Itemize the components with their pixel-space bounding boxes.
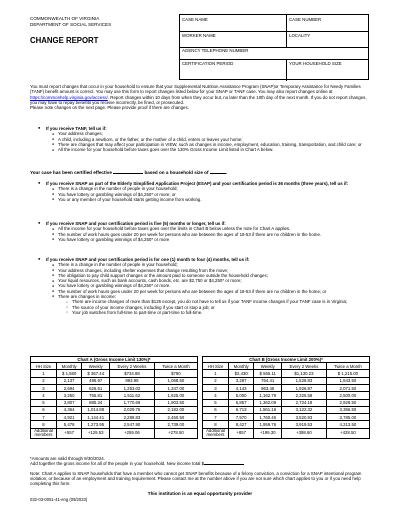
column-header: Twice a Month [326, 363, 369, 370]
table-cell: 5 [31, 399, 57, 406]
proof-note: Please note changes on the next page. Please provide proof if there are changes. [30, 105, 189, 111]
table-cell: 4,364 [57, 406, 82, 413]
cert-date-blank[interactable] [113, 170, 143, 174]
table-cell: +557 [57, 428, 82, 438]
table-cell: 6 [203, 406, 229, 413]
list-item: ● The number of work hours goes under 20 per week for persons who are between the ages of 18-53 if there are no children in the home. [52, 232, 370, 237]
worker-name-field[interactable]: WORKER NAME [182, 33, 216, 38]
table-cell: 8 [203, 421, 229, 428]
case-number-field[interactable]: CASE NUMBER [289, 17, 322, 22]
list-item: ● The number of work hours goes under 20 per week for persons who are between the ages of 18-53 if there are no children in the home; or [52, 289, 370, 294]
table-cell: 3,919.53 [282, 421, 327, 428]
table-cell: 2,500.00 [326, 392, 369, 399]
esap-heading: ● If you receive SNAP as part of the Elderly Simplified Application Project (ESAP) and your certification period is 36 months (three years), tell us if: [38, 181, 370, 186]
page-title: CHANGE REPORT [30, 36, 99, 45]
column-header: Twice a Month [154, 363, 197, 370]
table-cell: 963.46 [254, 384, 282, 391]
income-changes-sublist [66, 299, 370, 315]
table-cell: 2 [203, 377, 229, 384]
table-cell: 4,213.50 [326, 421, 369, 428]
table-cell: 1,561.16 [254, 406, 282, 413]
list-item: ● A child, including a newborn, or the father, or the mother of a child, enters or leaves your home; [52, 137, 370, 142]
table-cell: 5,857 [229, 399, 254, 406]
table-cell: 1 [203, 370, 229, 377]
table-cell: 2,137 [57, 377, 82, 384]
one-to-four-month-section [38, 257, 370, 315]
column-header: Every 2 Weeks [282, 363, 327, 370]
sub-list-item: ○ The source of your income changes, including if you start or stop a job; or [66, 305, 370, 310]
table-cell: 5 [203, 399, 229, 406]
list-item: ● You have lottery or gambling winnings of $4,250* or more [52, 237, 370, 242]
intro-text-part-1: You must report changes that occur in your household to ensure that your Supplemental Nutrition Assistance Program (SNAP)or Temporary Assistance for Needy Families (TANF) benefit amount is correct. You may use this form to report changes listed below for your SNAP or TANF case. You may also report changes online at [30, 84, 361, 95]
table-cell: 1,770.69 [110, 399, 155, 406]
table-row [31, 399, 198, 406]
table-cell: 1,162.79 [254, 392, 282, 399]
tanf-heading: ● If you receive TANF, tell us if: [38, 126, 370, 131]
table-cell: 2,288.83 [110, 414, 155, 421]
list-item: ● All the income for your household before taxes goes over the 130% Gross Income Limit listed in Chart A below. [52, 147, 370, 152]
table-cell: 1 [31, 370, 57, 377]
table-cell: 8 [31, 421, 57, 428]
sub-list-item: ○ There are income changes of more than $125 except, you do not have to tell us if your TANF income changes if your TANF case is in Virginia; [66, 299, 370, 304]
chart-b-caption: Chart B (Gross Income Limit 200%)* [203, 357, 370, 363]
table-cell: 1,528.83 [282, 377, 327, 384]
list-item: ● You have lottery or gambling winnings of $4,250* or more. [52, 283, 370, 288]
table-cell: 3,785.00 [326, 414, 369, 421]
five-month-heading: ● If you receive SNAP and your certification period is five (5) months or longer, tell us if: [38, 221, 370, 226]
table-cell: $790 [154, 370, 197, 377]
table-cell: 4,143 [229, 384, 254, 391]
table-cell: +199.30 [254, 428, 282, 438]
table-cell: 2,182.00 [154, 406, 197, 413]
table-cell: 3,807 [57, 399, 82, 406]
column-header: Monthly [57, 363, 82, 370]
table-cell: 3,356.50 [326, 406, 369, 413]
one-to-four-heading: ● If you receive SNAP and your certification period is for one (1) month to four (4) months, tell us if: [38, 257, 370, 262]
table-cell: 2,029.76 [110, 406, 155, 413]
table-cell: 7,570 [229, 414, 254, 421]
table-row [31, 377, 198, 384]
table-cell: 1,926.97 [282, 384, 327, 391]
table-cell: Additional members [31, 428, 57, 438]
list-item: ● There is a change in the number of people in your household; [52, 186, 370, 191]
list-item: ● There is a change in the number of people in your household; [52, 262, 370, 267]
list-item: ● Your address changes, including shelter expenses that change resulting from the move; [52, 268, 370, 273]
table-cell: 2,724.18 [282, 399, 327, 406]
grid-row-line [180, 31, 368, 32]
table-cell: 2,071.50 [326, 384, 369, 391]
table-cell: 1,959.76 [254, 421, 282, 428]
certification-period-field[interactable]: CERTIFICATION PERIOD [182, 61, 234, 66]
table-cell: 496.97 [82, 377, 110, 384]
chart-b-table [202, 356, 370, 439]
esap-section [38, 181, 370, 202]
list-item: ● There are changes that may affect your participation in VIEW, such as changes in income, employment, education, training, transportation, and child care; or [52, 142, 370, 147]
table-cell: 993.95 [110, 377, 155, 384]
table-row [31, 370, 198, 377]
table-cell: 5,000 [229, 392, 254, 399]
table-cell: 7 [203, 414, 229, 421]
tanf-section [38, 126, 370, 152]
table-cell: $ 565.11 [254, 370, 282, 377]
table-row [31, 414, 198, 421]
column-header: Weekly [254, 363, 282, 370]
five-month-section [38, 221, 370, 242]
table-row [203, 399, 370, 406]
agency-phone-field[interactable]: AGENCY TELEPHONE NUMBER [182, 48, 249, 53]
table-cell: 626.51 [82, 384, 110, 391]
table-cell: +857 [229, 428, 254, 438]
table-cell: 2 [31, 377, 57, 384]
list-item: ● The obligation to pay child support changes or the amount paid to someone outside the household changes; [52, 273, 370, 278]
table-cell: 3,122.32 [282, 406, 327, 413]
table-cell: +129.53 [82, 428, 110, 438]
table-cell: $ 1,580 [57, 370, 82, 377]
table-cell: 1,760.46 [254, 414, 282, 421]
table-cell: 6,713 [229, 406, 254, 413]
table-row [203, 406, 370, 413]
table-cell: $2,430 [229, 370, 254, 377]
table-cell: 1,014.88 [82, 406, 110, 413]
agency-line-1: COMMONWEALTH OF VIRGINIA [30, 16, 100, 21]
table-cell: 1,625.00 [154, 392, 197, 399]
table-row [203, 377, 370, 384]
footnotes [30, 456, 370, 486]
table-cell: 4,921 [57, 414, 82, 421]
case-info-grid [179, 14, 369, 80]
table-row [31, 384, 198, 391]
cert-prefix: Your case has been certified effective [30, 170, 112, 175]
commonhelp-link[interactable]: https://commonhelp.virginia.gov/access/ [30, 94, 108, 100]
column-header: Every 2 Weeks [110, 363, 155, 370]
chart-note: Note: Chart A applies to SNAP households that have a member who cannot get SNAP benefits because of a felony conviction, a conviction for a SNAP intentional program violation, or because of an employment and training requirement. Please contact me at the number above if you are not sure which chart applies to you or if you need help completing this form. [30, 470, 362, 487]
additional-members-row [203, 428, 370, 438]
table-cell: 5,478 [57, 421, 82, 428]
table-cell: $ 1,215.00 [326, 370, 369, 377]
table-cell: 2,460.50 [154, 414, 197, 421]
table-cell: 764.41 [254, 377, 282, 384]
table-row [203, 384, 370, 391]
equal-opportunity-statement: This institution is an equal opportunity provider [147, 491, 253, 496]
table-cell: 755.81 [82, 392, 110, 399]
table-cell: 2,928.50 [326, 399, 369, 406]
tanf-list [52, 131, 370, 152]
new-income-total-blank[interactable] [204, 461, 244, 465]
agency-block [30, 16, 111, 27]
new-income-total-line [30, 461, 370, 466]
table-cell: 3 [31, 384, 57, 391]
table-cell: $734.88 [110, 370, 155, 377]
table-cell: 7 [31, 414, 57, 421]
list-item: ● You have lottery or gambling winnings of $4,250* or more; or [52, 192, 370, 197]
table-cell: +428.50 [326, 428, 369, 438]
table-cell: 6 [31, 406, 57, 413]
table-cell: 2,739.00 [154, 421, 197, 428]
locality-field[interactable]: LOCALITY [289, 33, 311, 38]
list-item: ● Your liquid resources, such as bank accounts, cash bonds, etc. are $2,750 or $4,250* or more; [52, 278, 370, 283]
table-cell: 3,520.93 [282, 414, 327, 421]
table-cell: 1,903.50 [154, 399, 197, 406]
table-cell: 1,643.50 [326, 377, 369, 384]
table-cell: 1,362.09 [254, 399, 282, 406]
additional-members-row [31, 428, 198, 438]
table-row [203, 414, 370, 421]
table-row [203, 392, 370, 399]
table-row [203, 370, 370, 377]
case-name-field[interactable]: CASE NAME [182, 17, 208, 22]
list-item: ● All the income for your household before taxes goes over the limits in Chart B below unless the note for Chart A applies. [52, 226, 370, 231]
table-cell: +398.60 [282, 428, 327, 438]
intro-text [30, 84, 370, 110]
table-cell: 8,427 [229, 421, 254, 428]
table-cell: 1,144.41 [82, 414, 110, 421]
table-cell: 2,325.58 [282, 392, 327, 399]
table-cell: $1,130.23 [282, 370, 327, 377]
esap-list [52, 186, 370, 202]
household-size-field[interactable]: YOUR HOUSEHOLD SIZE [289, 61, 342, 66]
five-month-list [52, 226, 370, 242]
table-cell: +278.50 [154, 428, 197, 438]
table-cell: 4 [203, 392, 229, 399]
add-income-text: Add together the gross income for all of the people in your household. New income total $ [30, 461, 205, 467]
table-cell: 1,253.02 [110, 384, 155, 391]
sub-list-item: ○ Your job switches from full-time to part-time or part-time to full-time. [66, 310, 370, 315]
column-header: Monthly [229, 363, 254, 370]
form-number: 032-03-0051-41-eng (09/2023) [30, 497, 88, 502]
intro-paragraph [30, 84, 370, 105]
chart-a-body [31, 370, 198, 438]
one-to-four-list [52, 262, 370, 315]
table-cell: 2,547.90 [110, 421, 155, 428]
column-header: HH Size [203, 363, 229, 370]
column-header: Weekly [82, 363, 110, 370]
grid-row-line [180, 59, 368, 60]
list-item: ● You or any member of your household starts getting income from working. [52, 197, 370, 202]
list-item: ● Your address changes; [52, 131, 370, 136]
table-row [31, 392, 198, 399]
household-size-blank[interactable] [210, 170, 226, 174]
table-cell: 1,273.95 [82, 421, 110, 428]
table-cell: +259.06 [110, 428, 155, 438]
amounts-valid-note: *Amounts are valid through 9/30/2024. [30, 456, 105, 461]
chart-a-table [30, 356, 198, 439]
table-cell: 3 [203, 384, 229, 391]
intro-text-part-2: . Report changes within 10 days from when they occur but, no later than the 10th day of the next month. If you do not report changes, you may have to repay benefits you receive incorrectly, be fined, or prosecuted. [30, 94, 367, 105]
table-cell: 3,250 [57, 392, 82, 399]
column-header: HH Size [31, 363, 57, 370]
table-cell: 3,287 [229, 377, 254, 384]
table-row [31, 421, 198, 428]
table-row [31, 406, 198, 413]
table-row [203, 421, 370, 428]
agency-line-2: DEPARTMENT OF SOCIAL SERVICES [30, 21, 112, 27]
list-item: ● There are changes in income: ○ There are income changes of more than $125 except, you do not have to tell us if your TANF income changes if your TANF case is in Virginia; ○ The source of your income changes, including if you start or stop a job; or ○ Your job switches from full-time to part-time or part-time to full-time. [52, 294, 370, 315]
table-cell: $ 367.44 [82, 370, 110, 377]
table-cell: 885.34 [82, 399, 110, 406]
certification-line: Your case has been certified effective based on a household size of . [30, 170, 228, 175]
table-cell: Additional members [203, 428, 229, 438]
table-cell: 1,511.62 [110, 392, 155, 399]
chart-b-body [203, 370, 370, 438]
table-cell: 1,068.50 [154, 377, 197, 384]
table-cell: 2,694 [57, 384, 82, 391]
cert-mid: based on a household size of [144, 170, 209, 175]
table-cell: 1,347.00 [154, 384, 197, 391]
chart-a-caption: Chart A (Gross Income Limit 130%)* [31, 357, 198, 363]
table-cell: 4 [31, 392, 57, 399]
